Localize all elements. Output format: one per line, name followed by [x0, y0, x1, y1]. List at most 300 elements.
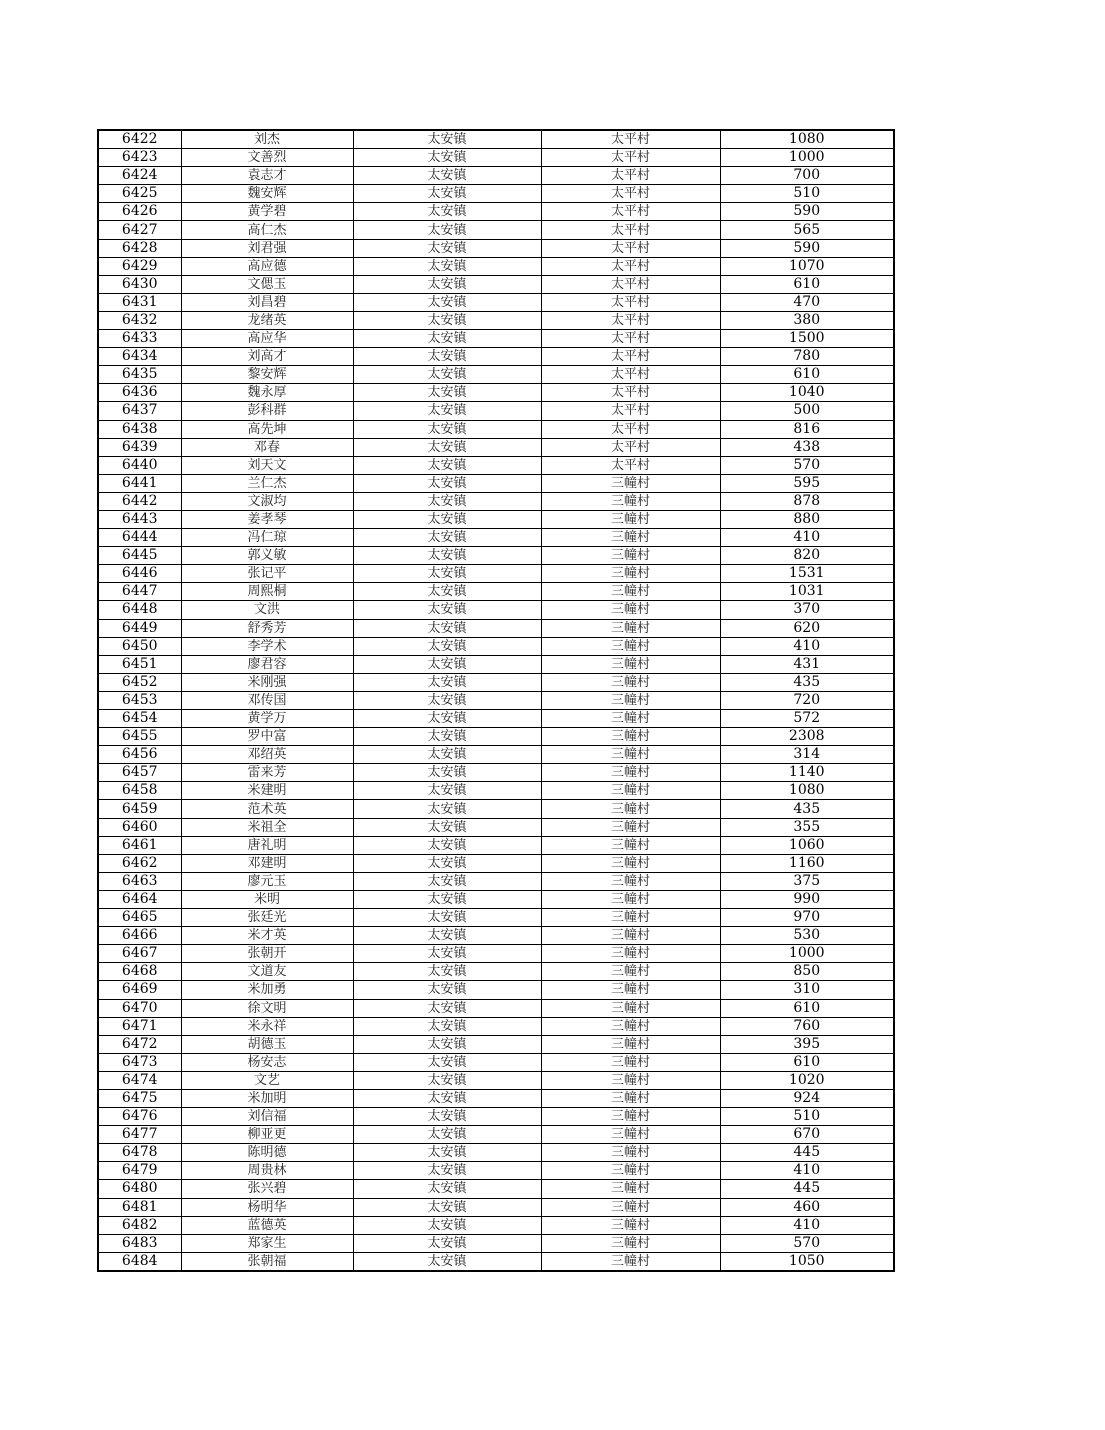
town-cell: 太安镇: [353, 330, 541, 348]
town-cell: 太安镇: [353, 601, 541, 619]
amount-cell: 410: [720, 637, 894, 655]
town-cell: 太安镇: [353, 800, 541, 818]
row-number-cell: 6436: [98, 384, 181, 402]
town-cell: 太安镇: [353, 149, 541, 167]
row-number-cell: 6453: [98, 691, 181, 709]
table-row: [98, 1126, 894, 1144]
town-cell: 太安镇: [353, 1035, 541, 1053]
town-cell: 太安镇: [353, 583, 541, 601]
row-number-cell: 6439: [98, 438, 181, 456]
table-row: [98, 130, 894, 149]
amount-cell: 595: [720, 474, 894, 492]
amount-cell: 1050: [720, 1252, 894, 1271]
amount-cell: 470: [720, 293, 894, 311]
name-cell: 廖君容: [181, 655, 353, 673]
village-cell: 三幢村: [541, 1035, 720, 1053]
amount-cell: 410: [720, 529, 894, 547]
name-cell: 高仁杰: [181, 221, 353, 239]
village-cell: 太平村: [541, 438, 720, 456]
town-cell: 太安镇: [353, 1071, 541, 1089]
table-row: [98, 366, 894, 384]
row-number-cell: 6426: [98, 203, 181, 221]
amount-cell: 610: [720, 366, 894, 384]
town-cell: 太安镇: [353, 963, 541, 981]
amount-cell: 1140: [720, 764, 894, 782]
row-number-cell: 6452: [98, 673, 181, 691]
amount-cell: 1070: [720, 257, 894, 275]
table-row: [98, 637, 894, 655]
row-number-cell: 6427: [98, 221, 181, 239]
village-cell: 三幢村: [541, 1144, 720, 1162]
row-number-cell: 6429: [98, 257, 181, 275]
name-cell: 邓建明: [181, 854, 353, 872]
amount-cell: 610: [720, 999, 894, 1017]
amount-cell: 1080: [720, 130, 894, 149]
town-cell: 太安镇: [353, 710, 541, 728]
row-number-cell: 6458: [98, 782, 181, 800]
town-cell: 太安镇: [353, 492, 541, 510]
village-cell: 三幢村: [541, 854, 720, 872]
village-cell: 太平村: [541, 311, 720, 329]
town-cell: 太安镇: [353, 1252, 541, 1271]
town-cell: 太安镇: [353, 311, 541, 329]
amount-cell: 780: [720, 348, 894, 366]
amount-cell: 460: [720, 1198, 894, 1216]
town-cell: 太安镇: [353, 1126, 541, 1144]
name-cell: 高先坤: [181, 420, 353, 438]
town-cell: 太安镇: [353, 872, 541, 890]
table-row: [98, 872, 894, 890]
village-cell: 太平村: [541, 185, 720, 203]
table-row: [98, 836, 894, 854]
village-cell: 三幢村: [541, 945, 720, 963]
name-cell: 张廷光: [181, 909, 353, 927]
row-number-cell: 6444: [98, 529, 181, 547]
table-row: [98, 1198, 894, 1216]
town-cell: 太安镇: [353, 529, 541, 547]
town-cell: 太安镇: [353, 945, 541, 963]
name-cell: 米才英: [181, 927, 353, 945]
row-number-cell: 6473: [98, 1053, 181, 1071]
village-cell: 三幢村: [541, 710, 720, 728]
town-cell: 太安镇: [353, 420, 541, 438]
amount-cell: 1060: [720, 836, 894, 854]
village-cell: 三幢村: [541, 963, 720, 981]
table-row: [98, 1108, 894, 1126]
table-row: [98, 1089, 894, 1107]
table-row: [98, 221, 894, 239]
village-cell: 三幢村: [541, 909, 720, 927]
name-cell: 张记平: [181, 565, 353, 583]
table-row: [98, 547, 894, 565]
amount-cell: 620: [720, 619, 894, 637]
amount-cell: 990: [720, 890, 894, 908]
row-number-cell: 6480: [98, 1180, 181, 1198]
town-cell: 太安镇: [353, 547, 541, 565]
village-cell: 太平村: [541, 366, 720, 384]
village-cell: 太平村: [541, 402, 720, 420]
table-row: [98, 257, 894, 275]
row-number-cell: 6478: [98, 1144, 181, 1162]
table-row: [98, 818, 894, 836]
table-row: [98, 330, 894, 348]
town-cell: 太安镇: [353, 728, 541, 746]
amount-cell: 510: [720, 1108, 894, 1126]
name-cell: 米加明: [181, 1089, 353, 1107]
amount-cell: 590: [720, 203, 894, 221]
row-number-cell: 6446: [98, 565, 181, 583]
table-body: [98, 130, 894, 1271]
village-cell: 太平村: [541, 203, 720, 221]
town-cell: 太安镇: [353, 1108, 541, 1126]
amount-cell: 355: [720, 818, 894, 836]
row-number-cell: 6457: [98, 764, 181, 782]
amount-cell: 700: [720, 167, 894, 185]
row-number-cell: 6477: [98, 1126, 181, 1144]
row-number-cell: 6456: [98, 746, 181, 764]
village-cell: 太平村: [541, 167, 720, 185]
name-cell: 柳亚更: [181, 1126, 353, 1144]
town-cell: 太安镇: [353, 782, 541, 800]
town-cell: 太安镇: [353, 927, 541, 945]
village-cell: 三幢村: [541, 872, 720, 890]
town-cell: 太安镇: [353, 402, 541, 420]
row-number-cell: 6430: [98, 275, 181, 293]
village-cell: 三幢村: [541, 746, 720, 764]
name-cell: 黎安辉: [181, 366, 353, 384]
row-number-cell: 6483: [98, 1234, 181, 1252]
town-cell: 太安镇: [353, 293, 541, 311]
table-row: [98, 1234, 894, 1252]
village-cell: 太平村: [541, 275, 720, 293]
amount-cell: 435: [720, 800, 894, 818]
town-cell: 太安镇: [353, 384, 541, 402]
row-number-cell: 6422: [98, 130, 181, 149]
amount-cell: 435: [720, 673, 894, 691]
table-row: [98, 348, 894, 366]
town-cell: 太安镇: [353, 999, 541, 1017]
village-cell: 太平村: [541, 257, 720, 275]
amount-cell: 438: [720, 438, 894, 456]
row-number-cell: 6450: [98, 637, 181, 655]
town-cell: 太安镇: [353, 1180, 541, 1198]
town-cell: 太安镇: [353, 348, 541, 366]
name-cell: 舒秀芳: [181, 619, 353, 637]
name-cell: 米祖全: [181, 818, 353, 836]
amount-cell: 500: [720, 402, 894, 420]
table-row: [98, 402, 894, 420]
row-number-cell: 6424: [98, 167, 181, 185]
village-cell: 太平村: [541, 330, 720, 348]
town-cell: 太安镇: [353, 981, 541, 999]
amount-cell: 565: [720, 221, 894, 239]
town-cell: 太安镇: [353, 673, 541, 691]
row-number-cell: 6435: [98, 366, 181, 384]
name-cell: 文艺: [181, 1071, 353, 1089]
town-cell: 太安镇: [353, 130, 541, 149]
name-cell: 周贵林: [181, 1162, 353, 1180]
amount-cell: 1020: [720, 1071, 894, 1089]
village-cell: 三幢村: [541, 981, 720, 999]
amount-cell: 445: [720, 1180, 894, 1198]
name-cell: 文善烈: [181, 149, 353, 167]
village-cell: 三幢村: [541, 583, 720, 601]
village-cell: 三幢村: [541, 637, 720, 655]
row-number-cell: 6472: [98, 1035, 181, 1053]
village-cell: 三幢村: [541, 800, 720, 818]
table-row: [98, 981, 894, 999]
table-row: [98, 510, 894, 528]
row-number-cell: 6428: [98, 239, 181, 257]
town-cell: 太安镇: [353, 764, 541, 782]
village-cell: 三幢村: [541, 1108, 720, 1126]
amount-cell: 1160: [720, 854, 894, 872]
row-number-cell: 6482: [98, 1216, 181, 1234]
village-cell: 三幢村: [541, 1017, 720, 1035]
name-cell: 魏安辉: [181, 185, 353, 203]
village-cell: 三幢村: [541, 836, 720, 854]
town-cell: 太安镇: [353, 1144, 541, 1162]
table-row: [98, 691, 894, 709]
row-number-cell: 6449: [98, 619, 181, 637]
table-row: [98, 1017, 894, 1035]
table-row: [98, 293, 894, 311]
amount-cell: 370: [720, 601, 894, 619]
amount-cell: 760: [720, 1017, 894, 1035]
name-cell: 米加勇: [181, 981, 353, 999]
name-cell: 兰仁杰: [181, 474, 353, 492]
table-row: [98, 1071, 894, 1089]
name-cell: 杨安志: [181, 1053, 353, 1071]
village-cell: 三幢村: [541, 1252, 720, 1271]
name-cell: 黄学碧: [181, 203, 353, 221]
amount-cell: 1500: [720, 330, 894, 348]
town-cell: 太安镇: [353, 655, 541, 673]
amount-cell: 590: [720, 239, 894, 257]
village-cell: 三幢村: [541, 1162, 720, 1180]
table-row: [98, 1053, 894, 1071]
table-row: [98, 185, 894, 203]
village-cell: 太平村: [541, 130, 720, 149]
village-cell: 三幢村: [541, 474, 720, 492]
village-cell: 三幢村: [541, 619, 720, 637]
village-cell: 三幢村: [541, 782, 720, 800]
name-cell: 郑家生: [181, 1234, 353, 1252]
name-cell: 范术英: [181, 800, 353, 818]
row-number-cell: 6425: [98, 185, 181, 203]
row-number-cell: 6461: [98, 836, 181, 854]
name-cell: 刘高才: [181, 348, 353, 366]
town-cell: 太安镇: [353, 1198, 541, 1216]
table-row: [98, 909, 894, 927]
name-cell: 米永祥: [181, 1017, 353, 1035]
village-cell: 三幢村: [541, 1180, 720, 1198]
row-number-cell: 6441: [98, 474, 181, 492]
row-number-cell: 6465: [98, 909, 181, 927]
town-cell: 太安镇: [353, 257, 541, 275]
amount-cell: 1031: [720, 583, 894, 601]
row-number-cell: 6432: [98, 311, 181, 329]
village-cell: 三幢村: [541, 547, 720, 565]
village-cell: 三幢村: [541, 1089, 720, 1107]
town-cell: 太安镇: [353, 746, 541, 764]
table-row: [98, 565, 894, 583]
name-cell: 邓春: [181, 438, 353, 456]
name-cell: 周熙桐: [181, 583, 353, 601]
name-cell: 姜孝琴: [181, 510, 353, 528]
row-number-cell: 6438: [98, 420, 181, 438]
table-row: [98, 456, 894, 474]
amount-cell: 924: [720, 1089, 894, 1107]
amount-cell: 314: [720, 746, 894, 764]
row-number-cell: 6474: [98, 1071, 181, 1089]
town-cell: 太安镇: [353, 510, 541, 528]
name-cell: 袁志才: [181, 167, 353, 185]
row-number-cell: 6443: [98, 510, 181, 528]
table-row: [98, 438, 894, 456]
amount-cell: 375: [720, 872, 894, 890]
table-row: [98, 1144, 894, 1162]
amount-cell: 878: [720, 492, 894, 510]
village-cell: 三幢村: [541, 999, 720, 1017]
row-number-cell: 6479: [98, 1162, 181, 1180]
amount-cell: 610: [720, 1053, 894, 1071]
row-number-cell: 6484: [98, 1252, 181, 1271]
name-cell: 魏永厚: [181, 384, 353, 402]
amount-cell: 1040: [720, 384, 894, 402]
row-number-cell: 6467: [98, 945, 181, 963]
amount-cell: 395: [720, 1035, 894, 1053]
table-row: [98, 1252, 894, 1271]
amount-cell: 431: [720, 655, 894, 673]
village-cell: 太平村: [541, 348, 720, 366]
row-number-cell: 6434: [98, 348, 181, 366]
village-cell: 三幢村: [541, 1071, 720, 1089]
amount-cell: 410: [720, 1162, 894, 1180]
name-cell: 高应华: [181, 330, 353, 348]
amount-cell: 1000: [720, 945, 894, 963]
village-cell: 三幢村: [541, 764, 720, 782]
table-row: [98, 1162, 894, 1180]
village-cell: 三幢村: [541, 1126, 720, 1144]
town-cell: 太安镇: [353, 818, 541, 836]
table-row: [98, 963, 894, 981]
town-cell: 太安镇: [353, 474, 541, 492]
village-cell: 三幢村: [541, 890, 720, 908]
amount-cell: 510: [720, 185, 894, 203]
table-row: [98, 492, 894, 510]
table-row: [98, 311, 894, 329]
name-cell: 徐文明: [181, 999, 353, 1017]
amount-cell: 816: [720, 420, 894, 438]
table-row: [98, 746, 894, 764]
name-cell: 雷来芳: [181, 764, 353, 782]
village-cell: 三幢村: [541, 673, 720, 691]
amount-cell: 850: [720, 963, 894, 981]
name-cell: 郭义敏: [181, 547, 353, 565]
row-number-cell: 6455: [98, 728, 181, 746]
name-cell: 廖元玉: [181, 872, 353, 890]
table-row: [98, 583, 894, 601]
amount-cell: 670: [720, 1126, 894, 1144]
village-cell: 三幢村: [541, 691, 720, 709]
row-number-cell: 6431: [98, 293, 181, 311]
town-cell: 太安镇: [353, 366, 541, 384]
village-cell: 太平村: [541, 456, 720, 474]
table-row: [98, 890, 894, 908]
table-row: [98, 1035, 894, 1053]
town-cell: 太安镇: [353, 275, 541, 293]
town-cell: 太安镇: [353, 836, 541, 854]
row-number-cell: 6447: [98, 583, 181, 601]
table-row: [98, 384, 894, 402]
town-cell: 太安镇: [353, 691, 541, 709]
town-cell: 太安镇: [353, 565, 541, 583]
row-number-cell: 6437: [98, 402, 181, 420]
name-cell: 黄学万: [181, 710, 353, 728]
name-cell: 张朝福: [181, 1252, 353, 1271]
village-cell: 三幢村: [541, 818, 720, 836]
town-cell: 太安镇: [353, 1162, 541, 1180]
row-number-cell: 6445: [98, 547, 181, 565]
name-cell: 米刚强: [181, 673, 353, 691]
name-cell: 张朝开: [181, 945, 353, 963]
amount-cell: 970: [720, 909, 894, 927]
village-cell: 三幢村: [541, 492, 720, 510]
town-cell: 太安镇: [353, 1053, 541, 1071]
row-number-cell: 6451: [98, 655, 181, 673]
row-number-cell: 6423: [98, 149, 181, 167]
amount-cell: 610: [720, 275, 894, 293]
table-row: [98, 999, 894, 1017]
table-row: [98, 601, 894, 619]
town-cell: 太安镇: [353, 619, 541, 637]
amount-cell: 570: [720, 456, 894, 474]
town-cell: 太安镇: [353, 203, 541, 221]
town-cell: 太安镇: [353, 1216, 541, 1234]
town-cell: 太安镇: [353, 1089, 541, 1107]
name-cell: 邓绍英: [181, 746, 353, 764]
table-row: [98, 764, 894, 782]
name-cell: 刘君强: [181, 239, 353, 257]
name-cell: 胡德玉: [181, 1035, 353, 1053]
row-number-cell: 6463: [98, 872, 181, 890]
name-cell: 文洪: [181, 601, 353, 619]
town-cell: 太安镇: [353, 167, 541, 185]
village-cell: 三幢村: [541, 601, 720, 619]
amount-cell: 570: [720, 1234, 894, 1252]
name-cell: 刘昌碧: [181, 293, 353, 311]
row-number-cell: 6442: [98, 492, 181, 510]
town-cell: 太安镇: [353, 1234, 541, 1252]
name-cell: 刘信福: [181, 1108, 353, 1126]
name-cell: 米建明: [181, 782, 353, 800]
name-cell: 唐礼明: [181, 836, 353, 854]
table-row: [98, 275, 894, 293]
table-row: [98, 673, 894, 691]
town-cell: 太安镇: [353, 637, 541, 655]
row-number-cell: 6433: [98, 330, 181, 348]
name-cell: 陈明德: [181, 1144, 353, 1162]
table-row: [98, 619, 894, 637]
town-cell: 太安镇: [353, 1017, 541, 1035]
table-row: [98, 945, 894, 963]
data-table: [97, 129, 895, 1272]
town-cell: 太安镇: [353, 909, 541, 927]
row-number-cell: 6468: [98, 963, 181, 981]
amount-cell: 1080: [720, 782, 894, 800]
row-number-cell: 6448: [98, 601, 181, 619]
